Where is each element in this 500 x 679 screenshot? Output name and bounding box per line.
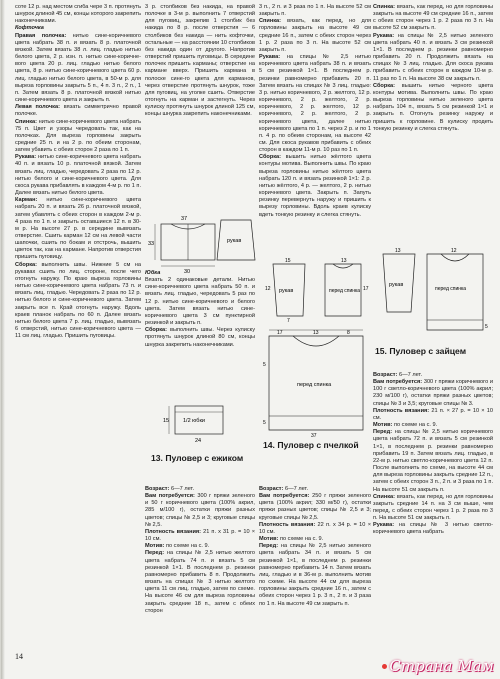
paragraph — [259, 4, 371, 18]
paragraph-body: 250 г пряжи зеленого цвета (100% акрил; 330 м/50 г), остатки пряжи разных цветов; спицы № 2,5 и 3; круговые спицы № 2,5. — [259, 493, 371, 521]
page-number: 14 — [15, 652, 23, 661]
page-binding-shadow — [1, 0, 5, 679]
paragraph-lead: Перед: — [259, 543, 279, 550]
paragraph-lead: Левая полочка: — [15, 104, 60, 111]
column-1-text — [15, 4, 141, 644]
paragraph-body: вязать, как перед, но для горловины закрыть на высоте 49 см средние 16 п., затем с обеих сторон через 1 р. 2 раза по 3 п. На высоте 52 см закрыть п. — [259, 18, 371, 53]
bee-body-label-2: 8 — [347, 330, 350, 336]
paragraph-lead: Сборка: — [145, 327, 168, 334]
paragraph-body: 300 г пряжи зеленого и 50 г коричневого цвета (100% акрил, 285 м/100 г), остатки пряжи разных цветов; спицы № 2,5 и 3; круговые спицы № 2,5. — [145, 493, 255, 528]
section-title: Юбка — [145, 270, 161, 276]
paragraph-body: по схеме на с. 9. — [164, 543, 210, 550]
paragraph — [259, 54, 371, 154]
paragraph-lead: Рукава: — [259, 54, 281, 61]
paragraph-lead: Карман: — [15, 197, 38, 204]
bee-label-0: 15 — [285, 258, 291, 264]
cardigan-width-label: 37 — [181, 216, 188, 222]
paragraph — [15, 33, 141, 105]
paragraph-body: сотe 12 р. над местом сгиба чере 3 п. протянуть шнурок длиной 45 см, концы которого закрепить наконечниками. — [15, 4, 141, 25]
cardigan-diagram — [147, 212, 265, 274]
paragraph-body: нитью сине-коричневого цвета набрать 40 п. и вязать 10 р. платочной вязкой. Затем вязать лиц. гладью, чередовать 2 раза по 12 р. нитью белого и сине-коричневого цвета. Для скоса рукава прибавлять в каждом 4-м р. по 1 п. Далее вязать нитью белого цвета. — [15, 154, 141, 197]
bee-label-2: 13 — [341, 258, 347, 264]
bee-body-label-1: 13 — [313, 330, 319, 336]
paragraph-lead: Спинка: — [259, 18, 282, 25]
paragraph — [373, 522, 493, 536]
bee-front-back-label: перед спинка — [329, 288, 361, 294]
paragraph — [259, 154, 371, 218]
column-4-text — [373, 4, 493, 249]
paragraph — [373, 33, 493, 83]
bee-pullover-diagram-bottom — [263, 326, 371, 438]
paragraph-lead: Спинка: — [373, 493, 396, 500]
paragraph — [145, 4, 255, 119]
rabbit-label-2: 5 — [485, 324, 488, 330]
paragraph-body: на спицы № 3 нитью светло-коричневого цвета набрать — [373, 522, 493, 536]
paragraph — [145, 327, 255, 348]
paragraph-body: вязать, как перед, но для горловины закрыть средние 14 п. на 3 см выше, чем перед, с обеих сторон через 1 р. 2 раза по 3 п. На высоте 51 см закрыть п. — [373, 493, 493, 522]
bee-body-label-4: 5 — [263, 420, 266, 426]
paragraph-lead: Правая полочка: — [15, 32, 67, 39]
paragraph-body: на спицы № 2,5 нитью зеленого цвета набрать 34 п. и вязать 5 см резинкой 1×1, в последнем р. резинки равномерно прибавить 14 п. Затем вязать лиц. гладью и в 36-м р. выполнить мотив по схеме. На высоте 44 см для выреза горловины закрыть средние 16 п., затем с обеих сторон через 1 р. 3 п., 2 п. и 3 раза по 1 п. На высоте 49 см закрыть п. — [259, 543, 371, 607]
skirt-label: 1/2 юбки — [183, 418, 205, 424]
paragraph — [145, 543, 255, 550]
paragraph-lead: Плотность вязания: — [373, 407, 430, 414]
paragraph-lead: Плотность вязания: — [259, 521, 316, 528]
paragraph — [259, 18, 371, 54]
paragraph-lead: Вам потребуется: — [373, 379, 423, 386]
bee-body-label-0: 17 — [277, 330, 283, 336]
paragraph-body: 6—7 лет. — [169, 486, 195, 492]
paragraph-body: 21 п. х 31 р. = 10 × 10 см. — [145, 528, 255, 543]
paragraph-body: на спицы № 2,5 нитью коричневого цвета набрать 72 п. и вязать 5 см резинкой 1×1, в последнем р. резинки равномерно прибавить 19 п. Затем вязать лиц. гладью, в 22-м р. нитью светло-коричневого цвета 12 п. После выполнить по схеме, на высоте 44 см для выреза горловины закрыть средние 12 п., затем с обеих сторон 3 п., 2 п. и 3 раза по 1 п. На высоте 51 см закрыть п. — [373, 429, 493, 493]
paragraph-body: вязать симметрично правой полочке. — [15, 104, 141, 118]
bee-pullover-diagram-top — [263, 256, 371, 322]
paragraph-body: на спицы № 2,5 нитью коричневого цвета набрать 38 п. и вязать 5 см резинкой 1×1. В последнем р. резинки равномерно прибавить 20 п. Затем вязать на спицах № 3 лиц. гладью: 3 р. нитью коричневого, 2 р. желтого, 12 р. коричневого, 2 р. желтого, 2 р. коричневого, 2 р. желтого, 12 р. коричневого, 2 р. желтого, 2 р. коричневого цвета, далее нитью коричневого цвета по 1 п. через 2 р. и по 1 п. 4 р. по обеим сторонам, на высоте 42 см. Для скоса рукавов прибавить с обеих сторон в каждом 11-м р. 10 раз по 1 п. — [259, 54, 371, 154]
paragraph-lead: Плотность вязания: — [145, 528, 202, 535]
bee-body-label: перед спинка — [297, 382, 332, 388]
paragraph-lead: Сборка: — [15, 261, 38, 268]
paragraph — [145, 529, 255, 543]
paragraph-body: вышить нитью жёлтого цвета контуры мотива. Выполнить швы. По краю выреза горловины нитью жёлтого цвета набрать 120 п. и вязать резинкой 1×1: 2 р. нитью жёлтого, 4 р. — желтого, 2 р. нитью коричневого цвета. Закрыть п. Запуть резинку перевернуть наружу и пришить к вырезу горловины. Вдоль краев кулиску вдеть тонкую резинку и слегка стянуть. — [259, 154, 371, 218]
paragraph — [373, 379, 493, 408]
skirt-side-label: 15 — [163, 418, 170, 424]
paragraph — [145, 277, 255, 327]
bee-label-1: 12 — [265, 286, 271, 292]
paragraph — [373, 4, 493, 33]
site-watermark — [382, 657, 494, 675]
paragraph — [259, 543, 371, 607]
skirt-bottom-label: 24 — [195, 438, 202, 444]
column-2c-text — [145, 486, 255, 666]
paragraph-body: 3 п., 2 п. и 3 раза по 1 п. На высоте 52 см закрыть п. — [259, 4, 371, 18]
paragraph-lead: Вам потребуется: — [259, 493, 310, 500]
paragraph — [15, 119, 141, 155]
cardigan-height-label: 33 — [148, 241, 155, 247]
watermark-text: Страна Мам — [389, 657, 494, 675]
paragraph — [145, 270, 255, 277]
paragraph-lead: Сборка: — [259, 154, 282, 161]
paragraph-body: выполнить швы. Нижние 5 см на рукавах сшить по лиц. стороне, после чего отогнуть наружу. По краю выреза горловины нитью сине-коричневого цвета набрать 73 п. и вязать лиц. гладью. Чередовать 2 раза по 12 р. нитью белого и сине-коричневого цвета. Затем закрыть все п. Край отогнуть наружу. Вдоль краев планок набрать по 60 п. Далее вязать нитью белого цвета 7 р. лиц. гладью, вывязать 6 отверстий, нитью сине-коричневого цвета — 11 см лиц. гладью. Пришить пуговицы. — [15, 261, 141, 340]
bee-label-4: 7 — [287, 318, 290, 322]
rabbit-label-1: 12 — [451, 248, 457, 254]
bee-sleeve-label: рукав — [279, 288, 294, 294]
bee-body-label-3: 5 — [263, 362, 266, 368]
paragraph — [15, 104, 141, 118]
paragraph-body: по схеме на с. 9. — [392, 422, 438, 429]
paragraph-lead: Рукава: — [373, 522, 395, 529]
column-2b-text — [145, 270, 255, 400]
paragraph-body: 6—7 лет. — [283, 486, 309, 492]
paragraph-lead: Возраст: — [373, 372, 398, 378]
paragraph — [373, 429, 493, 493]
column-3-text — [259, 4, 371, 254]
paragraph — [15, 25, 141, 32]
paragraph-lead: Перед: — [373, 429, 393, 436]
heading-pullover-bee: 14. Пуловер с пчелкой — [263, 440, 359, 450]
paragraph-body: выполнить швы. Через кулиску протянуть шнурок длиной 80 см, концы шнурка закрепить наконечниками. — [145, 327, 255, 348]
paragraph-body: на спицы № 2,5 нитью зеленого цвета набрать 40 п. и вязать 3 см резинкой 1×1. В последнем р. резинки равномерно прибавить 20 п. Продолжить вязать на спицах № 3 лиц. гладью. Для скоса рукава прибавить с обеих сторон в каждом 10-м р. 11 раз по 1 п. На высоте 38 см закрыть п. — [373, 32, 493, 82]
heading-pullover-hedgehog: 13. Пуловер с ежиком — [151, 453, 244, 463]
paragraph-body: 3 р. столбиков без накида, на правой полочке в 3-м р. выполнить 7 отверстий для пуговиц, закрепив 1 столбик без накида по 8 р. после отверстия — 6 столбиков без накида — нить кофточки, остальные — на расстоянии 10 столбиков без накида один от другого. Напротив отверстий пришить пуговицы. В середине полочек пришить карманы; отверстие на кармане вверх. Пришить кармана в полоске сине-го цвета для карманов, через отверстие протянуть шнурок, тоже для пуговиц, на уголке сшить. Отверстие отогнуть на карман и застегнуть. Через кулиску протянуть шнурок длиной 125 см, концы шнурка закрепить наконечниками. — [145, 4, 255, 118]
paragraph-lead: Возраст: — [145, 486, 170, 492]
paragraph — [373, 422, 493, 429]
paragraph-lead: Мотив: — [373, 422, 393, 429]
paragraph-lead: Мотив: — [145, 543, 165, 550]
cardigan-bottom-label: 30 — [184, 269, 191, 274]
paragraph — [15, 197, 141, 261]
paragraph-body: 22 п. х 34 р. = 10 × 10 см. — [259, 521, 371, 535]
paragraph — [15, 154, 141, 197]
column-3b-text — [259, 486, 371, 666]
paragraph-lead: Мотив: — [259, 536, 279, 543]
paragraph-body: нитью сине-коричневого цвета набрать 20 п. и вязать 26 р. платочной вязкой, затем убавлять с обеих сторон в каждом 2-м р. 4 раза по 1 п. и закрыть оставшиеся 12 п. в 30-м р. На высоте 27 р. в середине вывязать отверстие. Сшить карман 12 см на левой части шапочки, сшить по бокам и отстрочь, вышить цветок так, как на кармане. Напротив отверстия пришить пуговицу. — [15, 197, 141, 261]
heading-pullover-rabbit: 15. Пуловер с зайцем — [375, 346, 467, 356]
paragraph — [15, 262, 141, 341]
watermark-dot-icon — [382, 664, 387, 669]
paragraph — [259, 522, 371, 536]
paragraph-body: вязать, как перед, но для горловины закрыть на высоте 49 см средние 16 п., затем с обеих сторон через 1 р. 2 раза по 3 п. На высоте 52 см закрыть п. — [373, 4, 493, 32]
paragraph-lead: Возраст: — [259, 486, 284, 492]
paragraph — [373, 494, 493, 523]
bee-body-label-5: 37 — [311, 433, 317, 438]
paragraph — [259, 536, 371, 543]
paragraph-lead: Спинка: — [15, 118, 38, 125]
paragraph-body: нитью сине-коричневого цвета набрать 38 п. и вязать 8 р. платочной вязкой. Затем вязать 38 л. лиц. гладью нитью белого цвета, 2 р. изн. п. нитью сине-коричневого цвета 20 р. лиц. гладью нитью белого цвета, 8 р. нитью сине-коричневого цвета 60 р. лиц. гладью нитью белого цвета, в 50-м р. для выреза горловины закрыть 5 п., 4 п. 3 п., 2 п., 1 п. Затем вязать 8 р. платочной вязкой нитью сине-коричневого цвета и закрыть п. — [15, 32, 141, 104]
paragraph-lead: Рукава: — [15, 154, 37, 161]
paragraph — [259, 493, 371, 522]
rabbit-front-back-label: перед спинка — [435, 286, 467, 292]
paragraph-lead: Сборка: — [373, 82, 396, 89]
section-title: Кофточка — [15, 25, 44, 32]
rabbit-pullover-diagram — [375, 248, 491, 338]
paragraph-body: нитью сине-коричневого цвета набрать 75 п. Цвет и узоры чередовать так, как на полочках. Для выреза горловины закрыть средние 25 п. и на 2 р. по обеим сторонам, затем убавить с обеих сторон 2 раза по 1 п. — [15, 118, 141, 154]
paragraph — [145, 493, 255, 529]
paragraph-lead: Рукава: — [373, 32, 395, 39]
paragraph-body: 21 п. × 27 р. = 10 × 10 см. — [373, 407, 493, 421]
paragraph-lead: Вам потребуется: — [145, 493, 195, 500]
paragraph — [373, 83, 493, 133]
paragraph — [15, 4, 141, 25]
paragraph-body: вышить нитью черного цвета контуры мотива. Выполнить швы. По краю выреза горловины нитью зеленого цвета набрать 104 п., вязать 5 см резинкой 1×1 и закрыть п. Отогнуть резинку наружу и пришить к горловине. В кулиску продеть тонкую резинку и слегка стянуть. — [373, 82, 493, 132]
bee-label-3: 17 — [363, 286, 369, 292]
paragraph-body: по схеме на с. 9. — [278, 536, 324, 543]
paragraph-body: 300 г пряжи коричневого и 100 г светло-коричневого цвета (100% акрил; 230 м/100 г), остатки пряжи разных цветов; спицы № 3 и 3,5; круговые спицы № 3. — [373, 379, 493, 407]
rabbit-label-0: 13 — [395, 248, 401, 254]
column-4b-text — [373, 372, 493, 672]
paragraph-body: Вязать 2 одинаковые детали. Нитью сине-коричневого цвета набрать 50 п. и вязать лиц. гладью, чередовать 5 раз по 12 р. нитью сине-коричневого и белого цвета. Затем вязать нитью сине-коричневого цвета 3 см пунктирной резинкой и закрыть п. — [145, 277, 255, 327]
skirt-diagram — [163, 400, 243, 446]
paragraph — [145, 550, 255, 614]
paragraph-lead: Перед: — [145, 550, 165, 557]
paragraph-lead: Спинка: — [373, 4, 396, 10]
paragraph — [373, 408, 493, 422]
cardigan-sleeve-label: рукав — [227, 238, 242, 244]
paragraph-body: 6—7 лет. — [397, 372, 423, 378]
rabbit-sleeve-label: рукав — [389, 282, 404, 288]
paragraph-body: на спицы № 2,5 нитью желтого цвета набрать 74 п. и вязать 5 см резинкой 1×1. В последнем р. резинки равномерно прибавить 8 п. Продолжить вязать на спицах № 3 нитью желтого цвета 11 см лиц. гладью, затем по схеме. На высоте 46 см для выреза горловины закрыть средние 18 п., затем с обеих сторон — [145, 550, 255, 614]
